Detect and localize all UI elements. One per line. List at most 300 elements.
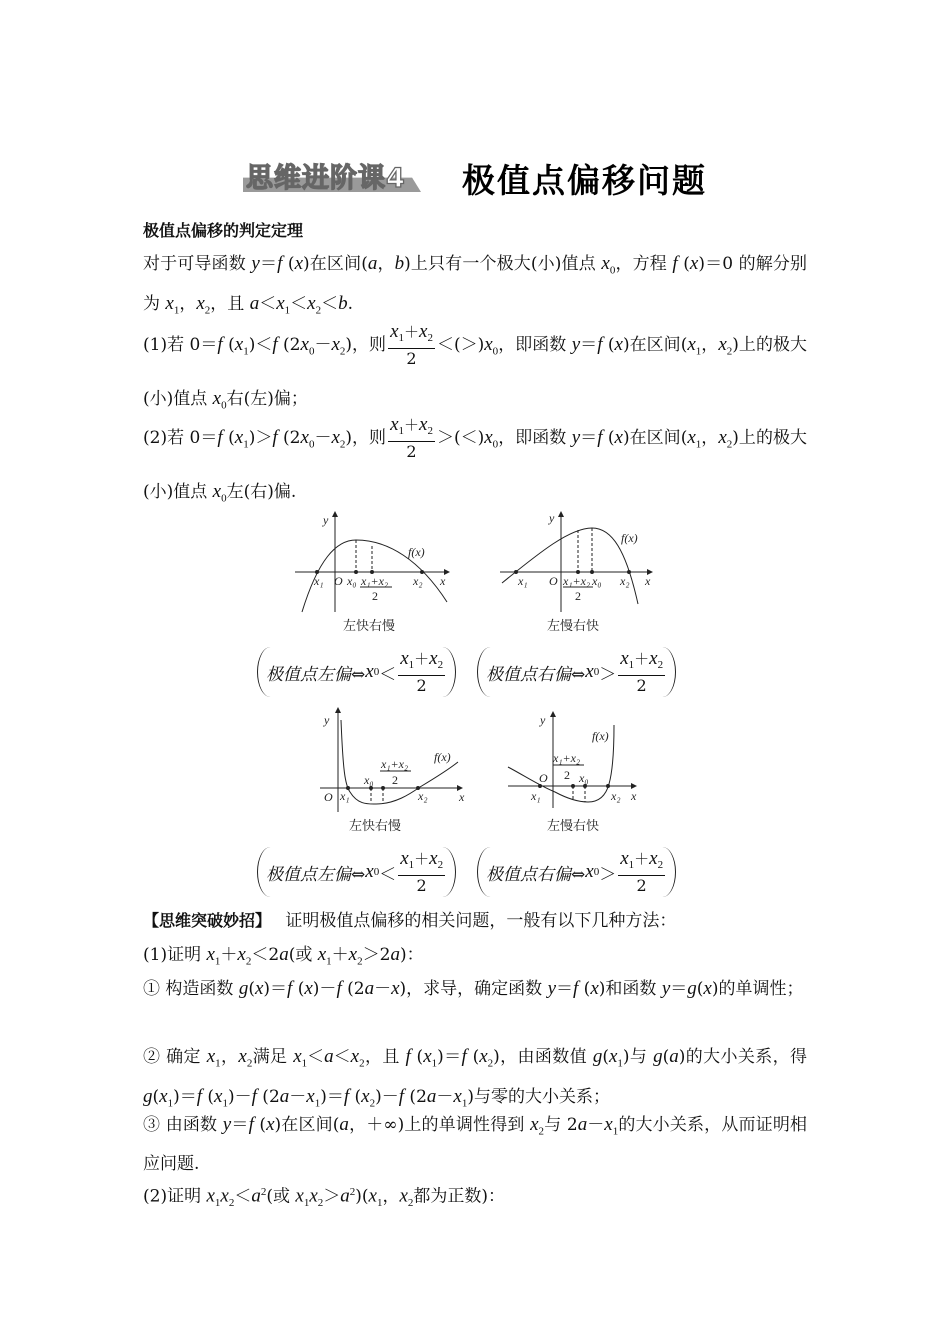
math-variable: x bbox=[429, 647, 438, 669]
method-1-step-3 bbox=[143, 1108, 807, 1181]
math-variable: x bbox=[237, 944, 246, 965]
math-variable: x bbox=[295, 1185, 304, 1207]
text-run: ＜ bbox=[259, 294, 277, 315]
subscript: 1 bbox=[408, 858, 415, 871]
subscript: 1 bbox=[284, 304, 291, 317]
text-run: ＝ bbox=[259, 254, 278, 274]
text-run: ( bbox=[222, 335, 235, 355]
text-run: 左(右)偏. bbox=[226, 482, 297, 503]
math-variable: a bbox=[426, 1086, 437, 1108]
graph-caption: 左快右慢 bbox=[349, 819, 402, 834]
subscript: 1 bbox=[243, 345, 249, 358]
text-run: ＞2 bbox=[362, 945, 391, 965]
math-variable: f bbox=[336, 978, 342, 999]
math-variable: x bbox=[530, 1114, 539, 1135]
math-variable: f bbox=[672, 253, 678, 274]
math-variable: x bbox=[220, 1185, 229, 1207]
text-run: ， bbox=[179, 294, 197, 315]
label-midpoint: x₁+x₂ bbox=[381, 757, 409, 771]
math-variable: f bbox=[287, 978, 293, 999]
tips-intro-text: 证明极值点偏移的相关问题，一般有以下几种方法： bbox=[285, 911, 677, 931]
text-run: (1)若 0＝ bbox=[143, 335, 218, 355]
math-variable: b bbox=[338, 293, 348, 315]
subscript: 2 bbox=[726, 345, 733, 358]
text-run: ( bbox=[248, 979, 255, 999]
section-heading: 极值点偏移的判定定理 bbox=[143, 221, 304, 240]
label-y: y bbox=[324, 713, 330, 727]
text-run: ＜ bbox=[234, 1186, 252, 1207]
text-run: ( bbox=[602, 428, 615, 448]
label-midpoint-den: 2 bbox=[372, 589, 378, 603]
text-run: ( bbox=[466, 1047, 480, 1067]
subscript: 1 bbox=[695, 438, 702, 451]
condition-box-left-shift bbox=[257, 847, 456, 897]
math-variable: x bbox=[365, 861, 374, 882]
graph-caption: 左慢右快 bbox=[547, 819, 600, 834]
text-run: )在区间( bbox=[274, 1115, 340, 1135]
math-variable: f bbox=[597, 427, 603, 448]
label-x0: x₀ bbox=[592, 574, 602, 588]
condition-box-right-shift bbox=[477, 847, 676, 897]
math-variable: x bbox=[276, 293, 285, 315]
math-variable: x bbox=[419, 414, 428, 435]
subscript: 0 bbox=[609, 264, 616, 277]
math-variable: f bbox=[277, 253, 283, 274]
subscript: 2 bbox=[538, 1125, 545, 1138]
math-variable: x bbox=[608, 1046, 618, 1067]
text-run: ＜ bbox=[290, 294, 308, 315]
text-run: (2)若 0＝ bbox=[143, 428, 218, 448]
label-midpoint: x₁+x₂ bbox=[563, 574, 591, 588]
text-run: ( bbox=[578, 979, 591, 999]
math-variable: x bbox=[304, 978, 313, 999]
math-variable: x bbox=[620, 847, 629, 869]
subscript: 2 bbox=[487, 1057, 494, 1070]
math-variable: f bbox=[398, 1086, 405, 1108]
label-midpoint-den: 2 bbox=[392, 773, 398, 787]
subscript: 2 bbox=[437, 658, 444, 671]
math-variable: f bbox=[461, 1046, 467, 1067]
text-run: (2)证明 bbox=[143, 1186, 207, 1207]
text-run: ＞ bbox=[599, 664, 617, 685]
math-variable: f bbox=[405, 1046, 411, 1067]
subscript: 1 bbox=[461, 1097, 468, 1110]
math-variable: x bbox=[687, 334, 696, 355]
text-run: ， bbox=[220, 1047, 239, 1067]
math-variable: x bbox=[159, 1086, 168, 1108]
math-variable: x bbox=[453, 1086, 462, 1108]
math-variable: x bbox=[368, 1185, 377, 1207]
text-run: ，即函数 bbox=[498, 335, 572, 355]
math-variable: a bbox=[249, 293, 260, 315]
math-variable: x bbox=[254, 978, 264, 999]
math-variable: x bbox=[238, 1046, 247, 1067]
text-run: 极值点右偏⇔ bbox=[486, 664, 586, 685]
math-variable: f bbox=[343, 1086, 350, 1108]
subscript: 2 bbox=[315, 304, 322, 317]
label-x0: x₀ bbox=[364, 773, 374, 787]
text-run: ( bbox=[602, 335, 615, 355]
math-variable: f bbox=[217, 427, 223, 448]
math-variable: x bbox=[585, 861, 594, 882]
label-x1: x₁ bbox=[314, 574, 324, 588]
superscript: 2 bbox=[260, 1186, 267, 1198]
label-x1: x₁ bbox=[340, 789, 350, 803]
text-run: )与零的大小关系； bbox=[467, 1087, 610, 1108]
text-run: ＋ bbox=[220, 945, 238, 965]
label-midpoint: x₁+x₂ bbox=[361, 574, 389, 588]
math-variable: f bbox=[597, 334, 603, 355]
text-run: ( bbox=[696, 979, 704, 999]
graph-caption: 左快右慢 bbox=[343, 619, 396, 634]
text-run: (或 bbox=[266, 1186, 296, 1207]
text-run: )与 bbox=[622, 1047, 654, 1067]
text-run: ③ 由函数 bbox=[143, 1115, 223, 1135]
text-run: ＞ bbox=[599, 864, 617, 885]
text-run: ( bbox=[662, 1047, 670, 1067]
text-run: )上的极大(小)值点 bbox=[143, 335, 807, 410]
text-run: ② 确定 bbox=[143, 1047, 207, 1067]
math-variable: y bbox=[547, 978, 556, 999]
condition-box-left-shift bbox=[257, 647, 456, 697]
numerator bbox=[398, 649, 445, 676]
text-run: ＝ bbox=[580, 428, 598, 448]
text-run: 2 bbox=[416, 875, 427, 895]
text-run: )＝0 的解分别为 bbox=[143, 254, 808, 315]
text-run: ( bbox=[292, 979, 305, 999]
subscript: 2 bbox=[246, 1057, 253, 1070]
subscript: 1 bbox=[408, 658, 415, 671]
text-run: )的单调性； bbox=[711, 979, 804, 999]
text-run: ，＋∞)上的单调性得到 bbox=[348, 1115, 531, 1135]
math-variable: y bbox=[222, 1114, 232, 1135]
subscript: 1 bbox=[398, 332, 405, 344]
math-variable: x bbox=[196, 293, 205, 315]
text-run: )＝ bbox=[320, 1087, 344, 1108]
subscript: 0 bbox=[373, 866, 380, 878]
label-x: x bbox=[631, 789, 637, 803]
text-run: ＜ bbox=[379, 864, 397, 885]
text-run: )( bbox=[355, 1186, 369, 1207]
math-variable: x bbox=[293, 1046, 302, 1067]
math-variable: x bbox=[165, 293, 174, 315]
label-x2: x₂ bbox=[418, 789, 428, 803]
text-run: ( bbox=[282, 254, 295, 274]
text-run: ( bbox=[349, 1087, 362, 1108]
text-run: ＜ bbox=[333, 1047, 351, 1067]
denominator bbox=[398, 876, 445, 896]
fraction bbox=[398, 849, 445, 896]
subscript: 0 bbox=[308, 438, 315, 451]
text-run: (2 bbox=[277, 335, 301, 355]
math-variable: x bbox=[484, 334, 493, 355]
text-run: ＝ bbox=[556, 979, 573, 999]
math-variable: x bbox=[423, 1046, 432, 1067]
math-variable: x bbox=[479, 1046, 488, 1067]
subscript: 0 bbox=[221, 399, 227, 412]
text-run: )： bbox=[399, 945, 424, 965]
math-variable: f bbox=[217, 334, 223, 355]
text-run: 的大小关系，从而证明相应问题. bbox=[143, 1115, 807, 1175]
subscript: 2 bbox=[204, 304, 211, 317]
label-midpoint-den: 2 bbox=[564, 768, 570, 782]
subscript: 1 bbox=[303, 1197, 310, 1210]
text-run: ( bbox=[410, 1047, 424, 1067]
math-variable: g bbox=[687, 978, 697, 999]
subscript: 1 bbox=[173, 304, 180, 317]
denominator bbox=[398, 676, 445, 696]
text-run: － bbox=[374, 979, 392, 999]
math-variable: x bbox=[365, 661, 374, 682]
math-variable: x bbox=[206, 944, 215, 965]
text-run: ＜(＞) bbox=[436, 335, 485, 355]
graph-caption: 左慢右快 bbox=[547, 619, 600, 634]
text-run: 2 bbox=[406, 349, 417, 368]
subscript: 1 bbox=[398, 425, 405, 437]
numerator bbox=[618, 849, 665, 876]
subscript: 1 bbox=[243, 438, 249, 451]
math-variable: a bbox=[340, 1185, 350, 1207]
text-run: ，且 bbox=[364, 1047, 406, 1067]
text-run: ＋ bbox=[634, 649, 650, 668]
math-variable: x bbox=[234, 334, 244, 355]
math-variable: x bbox=[331, 334, 340, 355]
text-run: )＝ bbox=[173, 1087, 197, 1108]
math-variable: x bbox=[590, 978, 599, 999]
text-run: 2 bbox=[416, 675, 427, 695]
subscript: 1 bbox=[301, 1057, 308, 1070]
text-run: ＜ bbox=[379, 664, 397, 685]
subscript: 1 bbox=[326, 955, 332, 968]
numerator bbox=[618, 649, 665, 676]
subscript: 1 bbox=[628, 658, 635, 671]
math-variable: x bbox=[400, 847, 409, 869]
math-variable: x bbox=[317, 944, 327, 965]
subscript: 2 bbox=[407, 1197, 414, 1210]
text-run: － bbox=[314, 335, 332, 355]
text-run: 2 bbox=[636, 875, 647, 895]
text-run: )－ bbox=[227, 1087, 252, 1108]
label-origin: O bbox=[334, 574, 343, 588]
math-variable: x bbox=[391, 978, 400, 999]
math-variable: f bbox=[272, 427, 278, 448]
subscript: 0 bbox=[593, 666, 600, 678]
math-variable: x bbox=[266, 1114, 275, 1135]
fraction bbox=[618, 849, 665, 896]
math-variable: x bbox=[400, 647, 409, 669]
fraction bbox=[618, 649, 665, 696]
math-variable: g bbox=[238, 978, 249, 999]
subscript: 1 bbox=[214, 955, 221, 968]
math-variable: x bbox=[614, 427, 623, 448]
math-variable: x bbox=[649, 647, 658, 669]
subscript: 1 bbox=[612, 1125, 619, 1138]
label-y: y bbox=[549, 511, 555, 525]
text-run: ＋ bbox=[414, 649, 430, 668]
subscript: 2 bbox=[726, 438, 733, 451]
math-variable: f bbox=[248, 1114, 254, 1135]
math-variable: x bbox=[206, 1046, 216, 1067]
title-badge: 思维进阶课4 bbox=[246, 163, 406, 194]
label-x: x bbox=[459, 790, 465, 804]
text-run: 极值点右偏⇔ bbox=[486, 864, 586, 885]
math-variable: x bbox=[390, 321, 399, 342]
text-run: ，即函数 bbox=[498, 428, 572, 448]
label-fx: f(x) bbox=[592, 729, 609, 743]
math-variable: x bbox=[601, 253, 610, 274]
text-run: 极值点左偏⇔ bbox=[266, 664, 366, 685]
math-variable: x bbox=[212, 481, 222, 503]
label-x1: x₁ bbox=[518, 574, 528, 588]
text-run: 极值点左偏⇔ bbox=[266, 864, 366, 885]
text-run: (2 bbox=[256, 1087, 280, 1108]
text-run: ，方程 bbox=[615, 254, 673, 274]
text-run: . bbox=[347, 294, 353, 315]
label-y: y bbox=[540, 713, 546, 727]
superscript: 2 bbox=[349, 1186, 356, 1198]
math-variable: a bbox=[367, 253, 378, 274]
subscript: 1 bbox=[617, 1057, 623, 1070]
math-variable: x bbox=[429, 847, 438, 869]
math-variable: x bbox=[614, 334, 623, 355]
subscript: 2 bbox=[317, 1197, 324, 1210]
text-run: ( bbox=[677, 254, 690, 274]
math-variable: g bbox=[143, 1086, 153, 1108]
subscript: 0 bbox=[593, 866, 600, 878]
subscript: 0 bbox=[492, 438, 499, 451]
text-run: )，由函数值 bbox=[493, 1047, 593, 1067]
text-run: ＜2 bbox=[251, 945, 280, 965]
label-x0: x₀ bbox=[579, 771, 589, 785]
subscript: 2 bbox=[245, 955, 252, 968]
label-midpoint-den: 2 bbox=[575, 589, 581, 603]
math-variable: x bbox=[306, 1086, 315, 1108]
math-variable: a bbox=[324, 1046, 334, 1067]
math-variable: x bbox=[585, 661, 594, 682]
label-midpoint: x₁+x₂ bbox=[553, 751, 581, 765]
label-x1: x₁ bbox=[531, 789, 541, 803]
math-variable: x bbox=[604, 1114, 613, 1135]
text-run: － bbox=[436, 1087, 454, 1108]
math-variable: b bbox=[394, 253, 405, 274]
text-run: 都为正数)： bbox=[413, 1186, 506, 1207]
text-run: ＜ bbox=[321, 294, 339, 315]
text-run: ＝ bbox=[231, 1115, 249, 1135]
label-x2: x₂ bbox=[611, 789, 621, 803]
subscript: 0 bbox=[221, 492, 227, 505]
math-variable: x bbox=[309, 1185, 318, 1207]
math-variable: a bbox=[339, 1114, 349, 1135]
tips-intro bbox=[143, 904, 807, 938]
label-x0: x₀ bbox=[347, 574, 357, 588]
text-run: (2 bbox=[277, 428, 301, 448]
text-run: － bbox=[314, 428, 332, 448]
text-run: ( bbox=[222, 428, 235, 448]
text-run: 右(左)偏； bbox=[226, 389, 308, 410]
text-run: ， bbox=[377, 254, 395, 274]
text-run: )和函数 bbox=[598, 979, 662, 999]
math-variable: f bbox=[196, 1086, 202, 1108]
text-run: ， bbox=[701, 335, 719, 355]
label-fx: f(x) bbox=[408, 545, 425, 559]
text-run: － bbox=[289, 1087, 307, 1108]
math-variable: x bbox=[300, 334, 309, 355]
label-origin: O bbox=[539, 771, 548, 785]
math-variable: a bbox=[577, 1114, 588, 1135]
label-x: x bbox=[645, 574, 651, 588]
text-run: )，则 bbox=[345, 428, 387, 448]
math-variable: y bbox=[571, 334, 581, 355]
text-run: (2 bbox=[404, 1087, 427, 1108]
text-run: ＋ bbox=[331, 945, 349, 965]
label-x2: x₂ bbox=[620, 574, 630, 588]
subscript: 2 bbox=[437, 858, 444, 871]
text-run: ， bbox=[701, 428, 719, 448]
subscript: 1 bbox=[695, 345, 702, 358]
subscript: 1 bbox=[376, 1197, 383, 1210]
text-run: )的大小关系，得 bbox=[678, 1047, 807, 1067]
text-run: )，求导，确定函数 bbox=[399, 979, 548, 999]
text-run: )－ bbox=[375, 1087, 399, 1108]
text-run: ＋ bbox=[404, 323, 420, 341]
subscript: 0 bbox=[373, 666, 380, 678]
text-run: ＜ bbox=[307, 1047, 325, 1067]
text-run: 与 2 bbox=[544, 1115, 578, 1135]
math-variable: x bbox=[361, 1086, 370, 1108]
math-variable: x bbox=[687, 427, 696, 448]
subscript: 2 bbox=[657, 658, 664, 671]
math-variable: f bbox=[251, 1086, 257, 1108]
math-variable: x bbox=[689, 253, 699, 274]
subscript: 1 bbox=[167, 1097, 174, 1110]
subscript: 2 bbox=[657, 858, 664, 871]
subscript: 1 bbox=[628, 858, 635, 871]
math-variable: g bbox=[653, 1046, 663, 1067]
math-variable: a bbox=[279, 1086, 290, 1108]
subscript: 2 bbox=[359, 1057, 365, 1070]
text-run: )＜ bbox=[248, 335, 273, 355]
text-run: ＞(＜) bbox=[436, 428, 485, 448]
math-variable: x bbox=[703, 978, 712, 999]
math-variable: g bbox=[592, 1046, 603, 1067]
math-variable: y bbox=[571, 427, 581, 448]
text-run: )＞ bbox=[248, 428, 273, 448]
math-variable: x bbox=[348, 944, 358, 965]
method-2-title bbox=[143, 1176, 807, 1220]
text-run: ＋ bbox=[634, 849, 650, 868]
text-run: )在区间( bbox=[622, 428, 688, 448]
text-run: )，则 bbox=[345, 335, 387, 355]
math-variable: a bbox=[251, 1185, 261, 1207]
math-variable: y bbox=[661, 978, 671, 999]
label-fx: f(x) bbox=[434, 750, 451, 764]
text-run: ＋ bbox=[404, 416, 420, 434]
math-variable: x bbox=[350, 1046, 360, 1067]
label-x: x bbox=[440, 574, 446, 588]
subscript: 2 bbox=[357, 955, 363, 968]
text-run: ( bbox=[152, 1087, 160, 1108]
subscript: 2 bbox=[427, 425, 433, 437]
text-run: )－ bbox=[312, 979, 337, 999]
label-fx: f(x) bbox=[621, 531, 638, 545]
text-run: ＝ bbox=[580, 335, 598, 355]
label-origin: O bbox=[549, 574, 558, 588]
text-run: ＞ bbox=[323, 1186, 341, 1207]
math-variable: x bbox=[399, 1185, 408, 1207]
math-variable: x bbox=[300, 427, 309, 448]
text-run: ，且 bbox=[210, 294, 250, 315]
subscript: 2 bbox=[339, 345, 346, 358]
